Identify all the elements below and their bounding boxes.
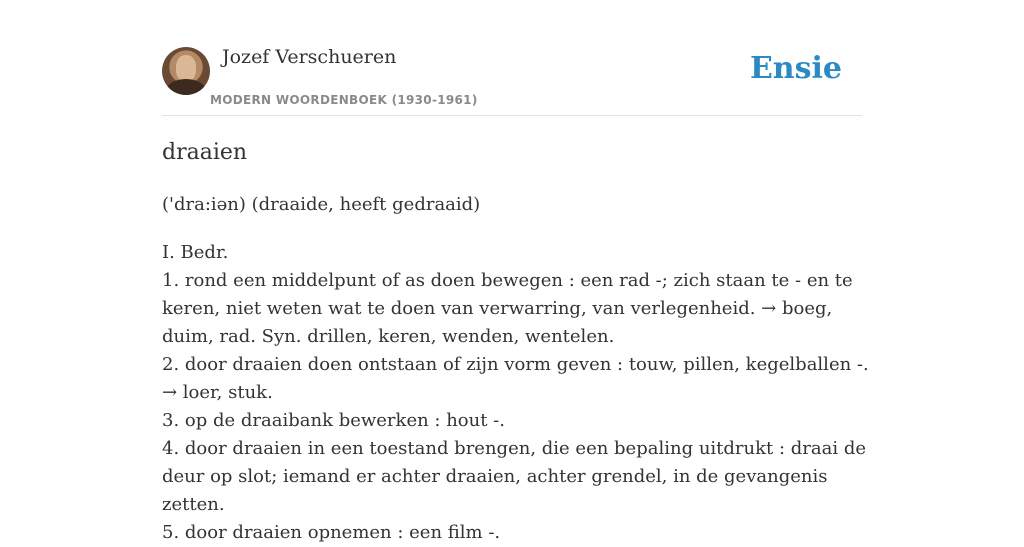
author-name[interactable]: Jozef Verschueren — [222, 46, 397, 68]
brand-logo[interactable]: Ensie — [749, 51, 842, 86]
dictionary-source[interactable]: MODERN WOORDENBOEK (1930-1961) — [210, 93, 478, 107]
entry-pronunciation: ('dra:iən) (draaide, heeft gedraaid) — [162, 194, 481, 215]
entry-headword: draaien — [162, 140, 248, 165]
avatar-face — [176, 55, 196, 81]
avatar-coat — [166, 79, 206, 95]
header — [162, 45, 862, 116]
definition-line: I. Bedr. — [162, 242, 229, 263]
definition-line: 4. door draaien in een toestand brengen, die een bepaling uitdrukt : draai de deur op slot; iemand er achter draaien, achter grendel, in de gevangenis zetten. — [162, 438, 867, 515]
definition-line: 1. rond een middelpunt of as doen bewegen : een rad -; zich staan te - en te keren, niet weten wat te doen van verwarring, van verlegenheid. → boeg, duim, rad. Syn. drillen, keren, wenden, wentelen. — [162, 270, 853, 347]
definition-line: 3. op de draaibank bewerken : hout -. — [162, 410, 505, 431]
definition-line: 2. door draaien doen ontstaan of zijn vorm geven : touw, pillen, kegelballen -. → loer, stuk. — [162, 354, 869, 403]
entry-definition — [162, 239, 872, 547]
definition-line: 5. door draaien opnemen : een film -. — [162, 522, 501, 543]
author-avatar[interactable] — [162, 47, 210, 95]
